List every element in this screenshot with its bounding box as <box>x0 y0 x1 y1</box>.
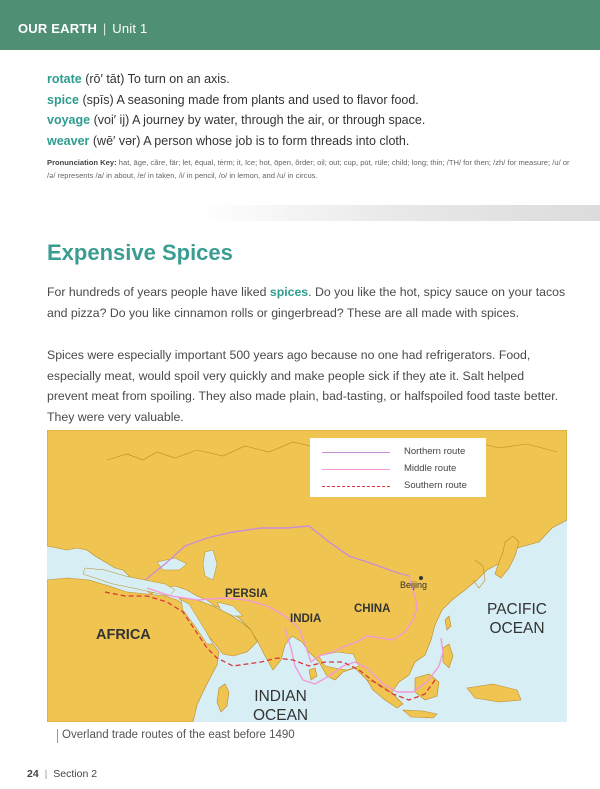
paragraph-1-start: For hundreds of years people have liked <box>47 285 270 299</box>
vocab-pronunciation: (spīs) <box>82 92 114 107</box>
legend-item-northern <box>310 445 486 459</box>
label-pacific-ocean <box>487 600 547 638</box>
pacific-line-1: PACIFIC <box>487 601 547 618</box>
pacific-line-2: OCEAN <box>489 620 545 637</box>
section-title: Expensive Spices <box>47 240 233 265</box>
legend-swatch <box>322 486 390 487</box>
book-title: OUR EARTH <box>18 21 98 36</box>
legend-item-southern <box>310 479 486 493</box>
map-legend <box>310 438 486 497</box>
island-java <box>403 710 437 718</box>
vocab-entry <box>47 90 567 111</box>
footer-section: Section 2 <box>53 768 98 780</box>
label-china: CHINA <box>354 603 391 615</box>
vocab-pronunciation: (wē′ vər) <box>92 133 141 148</box>
legend-label: Middle route <box>404 463 457 474</box>
legend-swatch <box>322 469 390 470</box>
label-persia: PERSIA <box>225 588 268 600</box>
island-new-guinea <box>467 684 521 702</box>
footer-separator: | <box>44 768 48 780</box>
label-india: INDIA <box>290 613 322 625</box>
vocab-definition: A seasoning made from plants and used to flavor food. <box>116 92 419 107</box>
vocabulary-list <box>47 69 567 151</box>
caption-bar <box>57 729 58 743</box>
page-number: 24 <box>27 768 39 780</box>
label-beijing: Beijing <box>400 580 428 590</box>
legend-label: Southern route <box>404 480 467 491</box>
header-bar <box>0 0 600 50</box>
paragraph-2: Spices were especially important 500 years ago because no one had refrigerators. Food, especially meat, would spoil very quickly and make people sick if they ate it. Salt helped prevent meat from spoiling. They also made plain, bad-tasting, or halfspoiled food taste better. They were very valuable. <box>47 348 559 424</box>
decorative-band <box>200 205 600 221</box>
vocab-pronunciation: (voi′ ij) <box>93 113 130 127</box>
trade-routes-map <box>47 430 567 722</box>
island-philippines <box>443 644 453 668</box>
header-separator: | <box>102 21 107 36</box>
vocab-definition: A journey by water, through the air, or through space. <box>132 113 426 127</box>
header-text <box>18 21 147 36</box>
paragraph-1-end: . Do you like the hot, spicy sauce on your tacos and pizza? Do you like cinnamon rolls or gingerbread? These are all made with spices. <box>47 285 566 320</box>
label-indian-ocean <box>253 687 308 722</box>
vocab-word: voyage <box>47 113 91 127</box>
indian-line-1: INDIAN <box>254 688 307 705</box>
legend-item-middle <box>310 462 486 476</box>
pronunciation-key <box>47 156 572 182</box>
pronunciation-key-text: hat, āge, cãre, fär; let, ēqual, tėrm; it, īce; hot, ōpen, ôrder; oil; out; cup, pu̇t, rüle; child; long; thin; /TH/ for then; /zh/ for measure; /u/ or /ə/ represents /a/ in about, /e/ in taken, /i/ in pencil, /o/ in lemon, and /u/ in circus. <box>47 158 570 180</box>
vocab-definition: A person whose job is to form threads into cloth. <box>143 133 410 148</box>
map-caption: Overland trade routes of the east before 1490 <box>62 729 295 741</box>
label-africa: AFRICA <box>96 627 151 643</box>
legend-swatch <box>322 452 390 453</box>
pronunciation-key-label: Pronunciation Key: <box>47 158 117 167</box>
sri-lanka <box>309 668 317 680</box>
madagascar <box>217 684 229 712</box>
vocab-word: rotate <box>47 72 82 86</box>
vocab-pronunciation: (rō′ tāt) <box>85 72 125 86</box>
paragraph-1 <box>47 282 567 323</box>
vocab-entry <box>47 69 567 90</box>
map-graphic <box>47 430 567 722</box>
island-taiwan <box>445 616 451 630</box>
indian-line-2: OCEAN <box>253 707 309 722</box>
legend-label: Northern route <box>404 446 466 457</box>
vocab-entry <box>47 131 567 152</box>
page-footer <box>27 768 97 780</box>
vocab-entry <box>47 110 567 131</box>
unit-label: Unit 1 <box>112 21 148 36</box>
highlight-word: spices <box>269 285 309 299</box>
vocab-word: weaver <box>47 133 90 148</box>
vocab-word: spice <box>47 92 79 107</box>
vocab-definition: To turn on an axis. <box>127 72 230 86</box>
